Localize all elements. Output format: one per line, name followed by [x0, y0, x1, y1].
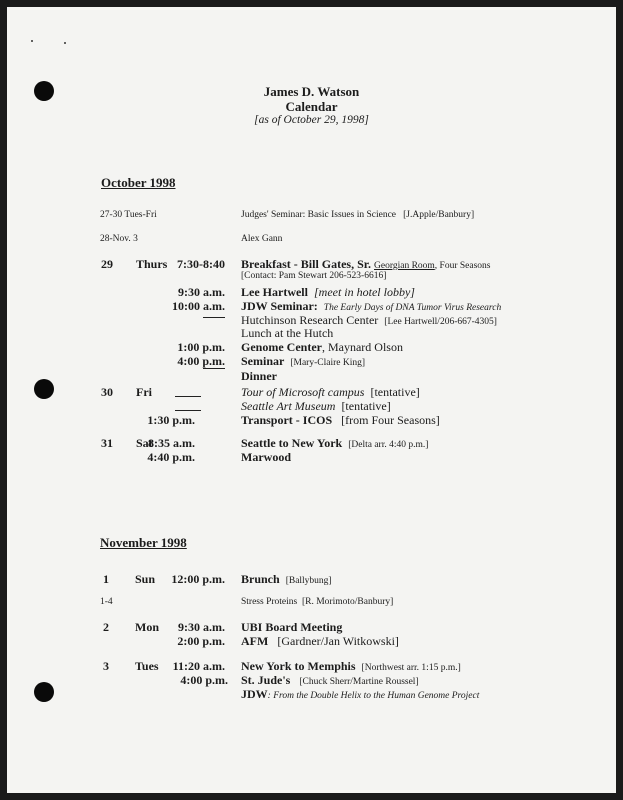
event-time: 4:00 p.m. — [180, 673, 228, 687]
month-heading-november: November 1998 — [100, 535, 187, 550]
event-time: 10:00 a.m. — [172, 299, 225, 313]
day-number: 1 — [103, 572, 109, 586]
speck — [31, 40, 33, 42]
row-date: 28-Nov. 3 — [100, 234, 138, 244]
event-time: 11:20 a.m. — [172, 659, 225, 673]
event-contact: [Contact: Pam Stewart 206-523-6616] — [241, 271, 387, 281]
event: AFM [Gardner/Jan Witkowski] — [241, 634, 399, 648]
event: JDW Seminar: The Early Days of DNA Tumor Virus Research — [241, 299, 502, 313]
event-time: 2:00 p.m. — [177, 634, 225, 648]
event: Lee Hartwell [meet in hotel lobby] — [241, 285, 415, 299]
event: Lunch at the Hutch — [241, 326, 334, 340]
event-time: 12:00 p.m. — [171, 572, 225, 586]
day-number: 3 — [103, 659, 109, 673]
blank-time-line — [175, 396, 201, 397]
event: Tour of Microsoft campus [tentative] — [241, 385, 420, 399]
day-of-week: Sat — [136, 436, 153, 450]
day-of-week: Thurs — [136, 257, 168, 271]
event: Breakfast - Bill Gates, Sr. Georgian Room, Four Seasons — [241, 257, 491, 271]
punch-hole — [34, 682, 54, 702]
event: Brunch [Ballybung] — [241, 572, 332, 586]
day-of-week: Tues — [135, 659, 159, 673]
day-number: 29 — [101, 257, 113, 271]
document-title: Calendar — [285, 99, 338, 114]
blank-time-line — [203, 317, 225, 318]
event-time: 1:00 p.m. — [177, 340, 225, 354]
row-date: 27-30 Tues-Fri — [100, 210, 157, 220]
day-of-week: Fri — [136, 385, 152, 399]
event-time: 7:30-8:40 — [177, 257, 225, 271]
punch-hole — [34, 379, 54, 399]
row-event: Stress Proteins [R. Morimoto/Banbury] — [241, 597, 394, 607]
day-of-week: Sun — [135, 572, 156, 586]
event: JDW: From the Double Helix to the Human Genome Project — [241, 687, 480, 701]
event-time: 4:00 p.m. — [177, 354, 225, 368]
row-event: Judges' Seminar: Basic Issues in Science [J.Apple/Banbury] — [241, 210, 475, 220]
speck — [64, 42, 66, 44]
event: Marwood — [241, 450, 291, 464]
blank-time-line — [203, 368, 225, 369]
blank-time-line — [175, 410, 201, 411]
event-time: 8:35 a.m. — [148, 436, 195, 450]
event: Seminar [Mary-Claire King] — [241, 354, 365, 368]
event: Transport - ICOS [from Four Seasons] — [241, 413, 440, 427]
day-number: 31 — [101, 436, 113, 450]
event: Seattle Art Museum [tentative] — [241, 399, 391, 413]
month-heading-october: October 1998 — [101, 175, 176, 190]
day-number: 30 — [101, 385, 113, 399]
as-of-date: [as of October 29, 1998] — [254, 114, 369, 126]
event: Seattle to New York [Delta arr. 4:40 p.m.] — [241, 436, 429, 450]
day-of-week: Mon — [135, 620, 159, 634]
event-time: 4:40 p.m. — [147, 450, 195, 464]
document-name: James D. Watson — [263, 84, 360, 99]
event-time: 9:30 a.m. — [178, 620, 225, 634]
event-time: 1:30 p.m. — [147, 413, 195, 427]
event: Genome Center, Maynard Olson — [241, 340, 403, 354]
event: New York to Memphis [Northwest arr. 1:15 p.m.] — [241, 659, 461, 673]
document-page — [7, 7, 616, 793]
event: Hutchinson Research Center [Lee Hartwell/206-667-4305] — [241, 313, 497, 327]
day-number: 2 — [103, 620, 109, 634]
event: St. Jude's [Chuck Sherr/Martine Roussel] — [241, 673, 419, 687]
row-event: Alex Gann — [241, 234, 283, 244]
event-time: 9:30 a.m. — [178, 285, 225, 299]
row-date: 1-4 — [100, 597, 113, 607]
event: Dinner — [241, 369, 277, 383]
event: UBI Board Meeting — [241, 620, 343, 634]
